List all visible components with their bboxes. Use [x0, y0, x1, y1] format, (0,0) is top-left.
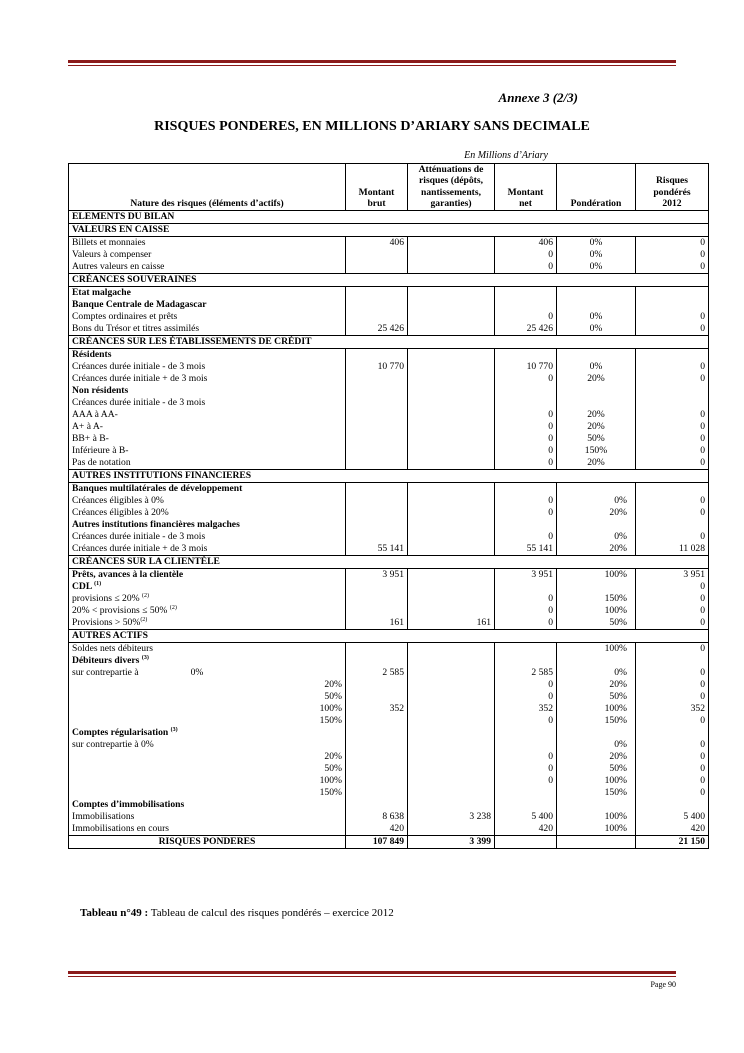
table-row: Immobilisations 8 638 3 238 5 400 100% 5 400: [69, 811, 709, 823]
section-autres-actifs: AUTRES ACTIFS: [69, 629, 709, 642]
table-row: Autres valeurs en caisse 0 0% 0: [69, 261, 709, 274]
table-row: 150% 150% 0: [69, 787, 709, 799]
total-row: [69, 835, 709, 848]
col-montant-brut: Montant brut: [346, 164, 408, 211]
table-row: BB+ à B- 0 50% 0: [69, 433, 709, 445]
footer-rule-thin: [68, 976, 676, 977]
table-row: Bons du Trésor et titres assimilés 25 426 25 426 0% 0: [69, 323, 709, 336]
table-row: Créances durée initiale + de 3 mois 55 141 55 141 20% 11 028: [69, 543, 709, 556]
section-creances-clientele: CRÉANCES SUR LA CLIENTÈLE: [69, 555, 709, 568]
table-row: Provisions > 50%$^{(2)}$ 161 161 0 50% 0: [69, 617, 709, 630]
section-etablissements-credit: CRÉANCES SUR LES ÉTABLISSEMENTS DE CRÉDIT: [69, 335, 709, 348]
risk-table: [68, 163, 709, 849]
col-montant-net: Montant net: [495, 164, 557, 211]
table-row: Créances éligibles à 0% 0 0% 0: [69, 495, 709, 507]
total-label: RISQUES PONDERES: [69, 835, 346, 848]
section-row: [69, 210, 709, 223]
section-row: [69, 469, 709, 482]
table-row: 20% 0 20% 0: [69, 679, 709, 691]
section-valeurs-caisse: VALEURS EN CAISSE: [69, 223, 709, 236]
section-row: [69, 335, 709, 348]
section-elements-bilan: ELEMENTS DU BILAN: [69, 210, 709, 223]
table-row: Pas de notation 0 20% 0: [69, 457, 709, 470]
table-row: Autres institutions financières malgaches: [69, 519, 709, 531]
table-row: 20% < provisions ≤ 50% $^{(2)}$ 0 100% 0: [69, 605, 709, 617]
table-row: 20% 0 20% 0: [69, 751, 709, 763]
page-title: RISQUES PONDERES, EN MILLIONS D’ARIARY SANS DECIMALE: [154, 119, 590, 134]
col-ponderation: Pondération: [557, 164, 636, 211]
table-row: Inférieure à B- 0 150% 0: [69, 445, 709, 457]
table-row: Créances durée initiale - de 3 mois 0 0% 0: [69, 531, 709, 543]
table-caption: Tableau n°49 : Tableau de calcul des risques pondérés – exercice 2012: [80, 907, 394, 919]
table-row: provisions ≤ 20% $^{(2)}$ 0 150% 0: [69, 593, 709, 605]
table-row: AAA à AA- 0 20% 0: [69, 409, 709, 421]
table-row: Comptes régularisation $^{(3)}$: [69, 727, 709, 739]
table-row: Valeurs à compenser 0 0% 0: [69, 249, 709, 261]
table-row: Banques multilatérales de développement: [69, 482, 709, 495]
table-row: Non résidents: [69, 385, 709, 397]
table-row: Comptes ordinaires et prêts 0 0% 0: [69, 311, 709, 323]
col-risques-ponderes: Risques pondérés 2012: [636, 164, 709, 211]
table-row: Débiteurs divers $^{(3)}$: [69, 655, 709, 667]
annexe-label: Annexe 3 (2/3): [498, 90, 578, 105]
table-row: Créances durée initiale + de 3 mois 0 20% 0: [69, 373, 709, 385]
table-row: Billets et monnaies 406 406 0% 0: [69, 236, 709, 249]
table-row: 100% 352 352 100% 352: [69, 703, 709, 715]
table-row: 50% 0 50% 0: [69, 691, 709, 703]
col-nature: Nature des risques (éléments d’actifs): [69, 164, 346, 211]
table-row: Créances éligibles à 20% 0 20% 0: [69, 507, 709, 519]
table-row: CDL $^{(1)}$ 0: [69, 581, 709, 593]
section-row: [69, 223, 709, 236]
total-risques-ponderes: 21 150: [636, 835, 709, 848]
table-row: Résidents: [69, 348, 709, 361]
table-row: Comptes d’immobilisations: [69, 799, 709, 811]
total-attenuations: 3 399: [408, 835, 495, 848]
unit-label: En Millions d’Ariary: [464, 150, 548, 161]
section-row: [69, 273, 709, 286]
table-header-row: [69, 164, 709, 211]
header-rule-thick: [68, 60, 676, 63]
table-row: 100% 0 100% 0: [69, 775, 709, 787]
table-row: Soldes nets débiteurs 100% 0: [69, 642, 709, 655]
table-row: Créances durée initiale - de 3 mois: [69, 397, 709, 409]
total-brut: 107 849: [346, 835, 408, 848]
table-row: Banque Centrale de Madagascar: [69, 299, 709, 311]
table-row: 50% 0 50% 0: [69, 763, 709, 775]
table-row: A+ à A- 0 20% 0: [69, 421, 709, 433]
table-row: Etat malgache: [69, 286, 709, 299]
table-row: Prêts, avances à la clientèle 3 951 3 951 100% 3 951: [69, 568, 709, 581]
header-rule-thin: [68, 65, 676, 66]
table-row: Créances durée initiale - de 3 mois 10 770 10 770 0% 0: [69, 361, 709, 373]
col-attenuations: Atténuations de risques (dépôts, nantissements, garanties): [408, 164, 495, 211]
table-row: 150% 0 150% 0: [69, 715, 709, 727]
section-row: [69, 629, 709, 642]
section-autres-institutions: AUTRES INSTITUTIONS FINANCIERES: [69, 469, 709, 482]
table-row: sur contrepartie à 0% 2 585 2 585 0% 0: [69, 667, 709, 679]
table-row: sur contrepartie à 0% 0% 0: [69, 739, 709, 751]
footer-rule-thick: [68, 971, 676, 974]
section-row: [69, 555, 709, 568]
page-number: Page 90: [650, 980, 676, 989]
section-creances-souveraines: CRÉANCES SOUVERAINES: [69, 273, 709, 286]
table-row: Immobilisations en cours 420 420 100% 420: [69, 823, 709, 836]
